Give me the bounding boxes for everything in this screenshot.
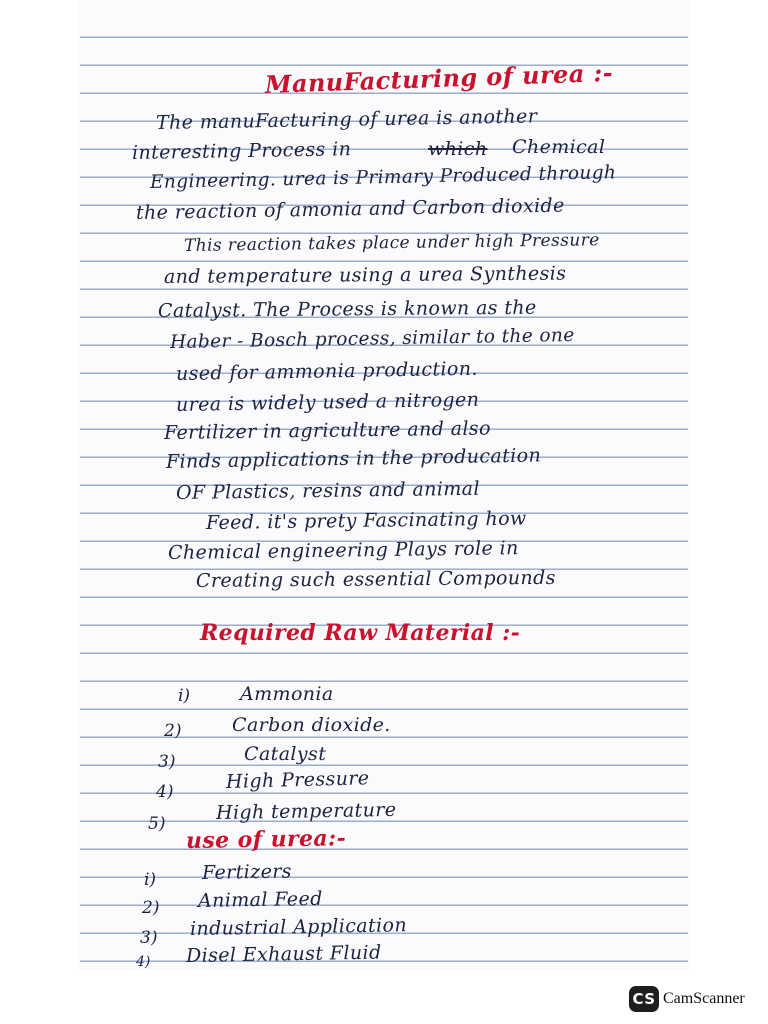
raw-material-heading: Required Raw Material :- <box>200 620 521 646</box>
struck-word: which <box>428 138 488 160</box>
paragraph-line: Feed. it's prety Fascinating how <box>205 507 527 534</box>
use-item: Fertizers <box>201 860 293 884</box>
raw-material-item: Ammonia <box>240 683 334 705</box>
use-number: i) <box>144 870 157 890</box>
paragraph-line: interesting Process in <box>131 138 352 164</box>
paragraph-line: Catalyst. The Process is known as the <box>157 296 537 322</box>
paragraph-line: urea is widely used a nitrogen <box>175 388 480 416</box>
raw-material-item: Catalyst <box>244 743 327 765</box>
use-number: 3) <box>140 928 158 948</box>
use-item: Animal Feed <box>197 887 323 912</box>
use-item: industrial Application <box>189 914 408 940</box>
paragraph-line: Chemical engineering Plays role in <box>167 537 519 564</box>
notebook-page <box>80 0 688 968</box>
paragraph-line: Creating such essential Compounds <box>195 566 556 592</box>
camscanner-name: CamScanner <box>663 990 745 1007</box>
uses-heading: use of urea:- <box>185 825 347 854</box>
raw-material-number: 4) <box>156 782 174 802</box>
paragraph-line: Engineering. urea is Primary Produced through <box>149 162 617 193</box>
page-title: ManuFacturing of urea :- <box>264 57 614 99</box>
camscanner-logo: CS <box>629 986 659 1012</box>
raw-material-number: 2) <box>164 721 182 741</box>
paragraph-line: Haber - Bosch process, similar to the one <box>169 324 575 353</box>
paragraph-line: Fertilizer in agriculture and also <box>163 417 491 444</box>
raw-material-number: 3) <box>158 752 176 772</box>
use-number: 2) <box>142 898 160 918</box>
raw-material-item: Carbon dioxide. <box>232 714 391 736</box>
paragraph-line: Finds applications in the producation <box>165 444 542 473</box>
raw-material-item: High Pressure <box>225 767 370 793</box>
use-item: Disel Exhaust Fluid <box>185 941 382 967</box>
paragraph-line: OF Plastics, resins and animal <box>175 477 481 504</box>
raw-material-item: High temperature <box>215 798 397 824</box>
paragraph-line: and temperature using a urea Synthesis <box>163 262 567 288</box>
paragraph-line: The manuFacturing of urea is another <box>155 105 538 134</box>
use-number: 4) <box>136 954 151 970</box>
raw-material-number: 5) <box>148 814 166 834</box>
raw-material-number: i) <box>178 686 191 706</box>
paragraph-line: used for ammonia production. <box>175 357 479 385</box>
paragraph-line: the reaction of amonia and Carbon dioxide <box>135 194 565 224</box>
paragraph-line: Chemical <box>512 136 606 158</box>
paragraph-line: This reaction takes place under high Pressure <box>183 230 600 256</box>
